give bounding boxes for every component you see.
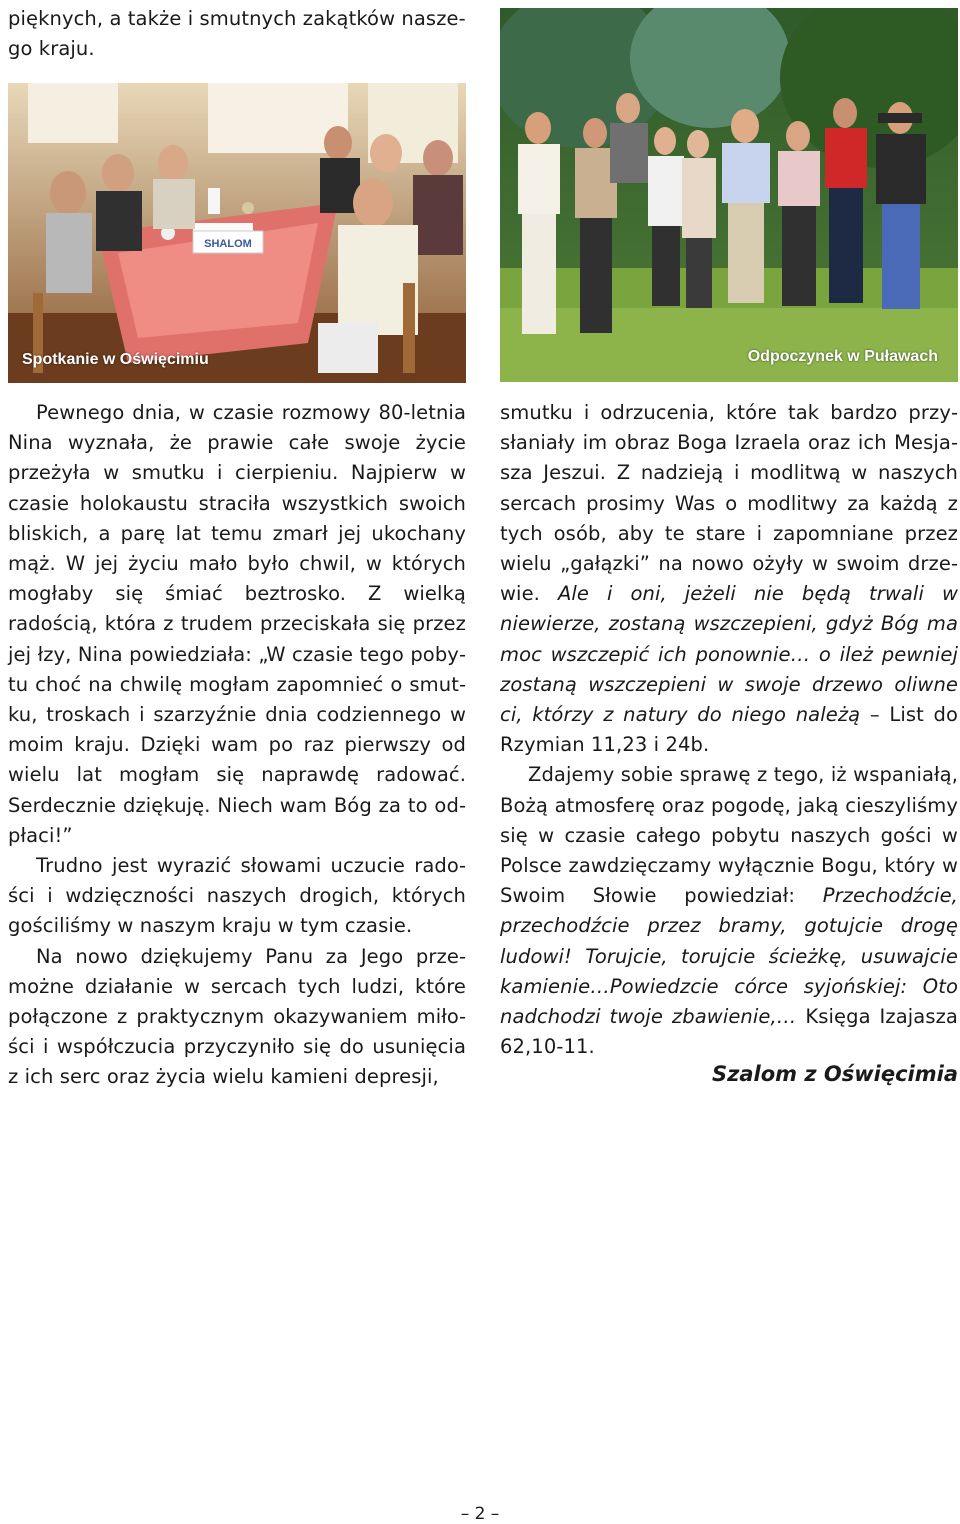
left-column-text <box>8 398 466 1093</box>
intro-line-2: go kraju. <box>8 37 95 61</box>
left-paragraph-2: Trudno jest wyrazić słowami uczucie radości i wdzięczności naszych drogich, których gościliśmy w naszym kraju w tym czasie. <box>8 854 466 938</box>
right-column-text <box>500 398 958 1062</box>
right-p2-text-b: Księga Izajasza 62,10-11. <box>500 1005 958 1059</box>
right-paragraph-2 <box>500 760 958 1062</box>
right-p2-text-a: Zdajemy sobie sprawę z tego, iż wspaniałą, Bożą atmosferę oraz pogodę, jaką cieszyliśmy się w czasie całego pobytu naszych gości w Polsce zawdzięczamy wyłącznie Bogu, który w Swoim Słowie powiedział: <box>500 763 958 908</box>
shalom-sign-text: SHALOM <box>204 238 252 250</box>
right-p2-quote: Przechodźcie, przechodźcie przez bramy, gotujcie drogę ludowi! Torujcie, torujcie ścieżkę, usuwajcie kamienie…Powiedzcie córce syjońskiej: Oto nadchodzi twoje zbawienie,… <box>500 884 958 1029</box>
photo-rest-pulawy <box>500 8 958 382</box>
intro-line-1: pięknych, a także i smutnych zakątków nasze- <box>8 7 466 30</box>
meeting-photo-illustration <box>8 83 466 383</box>
right-p1-text-a: smutku i odrzucenia, które tak bardzo przysłaniały im obraz Boga Izraela oraz ich Mesjasza Jeszui. Z nadzieją i modlitwą w naszych sercach prosimy Was o modlitwy za każdą z tych osób, aby te stare i zapomniane przez wielu „gałązki” na nowo ożyły w swoim drzewie. <box>500 401 958 606</box>
page-number: – 2 – <box>460 1504 500 1524</box>
signature: Szalom z Oświęcimia <box>712 1062 958 1086</box>
left-paragraph-1: Pewnego dnia, w czasie rozmowy 80-letnia Nina wyznała, że prawie całe swoje życie przeżyła w smutku i cierpieniu. Najpierw w czasie holokaustu straciła wszystkich swoich bliskich, a parę lat temu zmarł jej ukochany mąż. W jej życiu mało było chwil, w których mogłaby się śmiać beztrosko. Z wielką radością, która z trudem przeciskała się przez jej łzy, Nina powiedziała: „W czasie tego pobytu choć na chwilę mogłam zapomnieć o smutku, troskach i szarzyźnie dnia codziennego w moim kraju. Dzięki wam po raz pierwszy od wielu lat mogłam się naprawdę radować. Serdecznie dziękuję. Niech wam Bóg za to odpłaci!” <box>8 401 466 847</box>
photo-meeting-oswiecim <box>8 83 466 383</box>
photo-caption-right: Odpoczynek w Puławach <box>747 348 938 365</box>
right-p1-text-b: – List do Rzymian 11,23 i 24b. <box>500 703 958 757</box>
right-p1-quote: Ale i oni, jeżeli nie będą trwali w niewierze, zostaną wszczepieni, gdyż Bóg ma moc wszczepić ich ponownie… o ileż pewniej zostaną wszczepieni w swoje drzewo oliwne ci, którzy z natury do niego należą <box>500 582 958 727</box>
right-paragraph-1 <box>500 398 958 760</box>
photo-caption-left: Spotkanie w Oświęcimiu <box>22 351 209 368</box>
left-paragraph-3: Na nowo dziękujemy Panu za Jego przemożne działanie w sercach tych ludzi, które połączone z praktycznym okazywaniem miłości i współczucia przyczyniło się do usunięcia z ich serc oraz życia wielu kamieni depresji, <box>8 944 466 1089</box>
intro-text <box>8 4 466 64</box>
garden-photo-illustration <box>500 8 958 382</box>
